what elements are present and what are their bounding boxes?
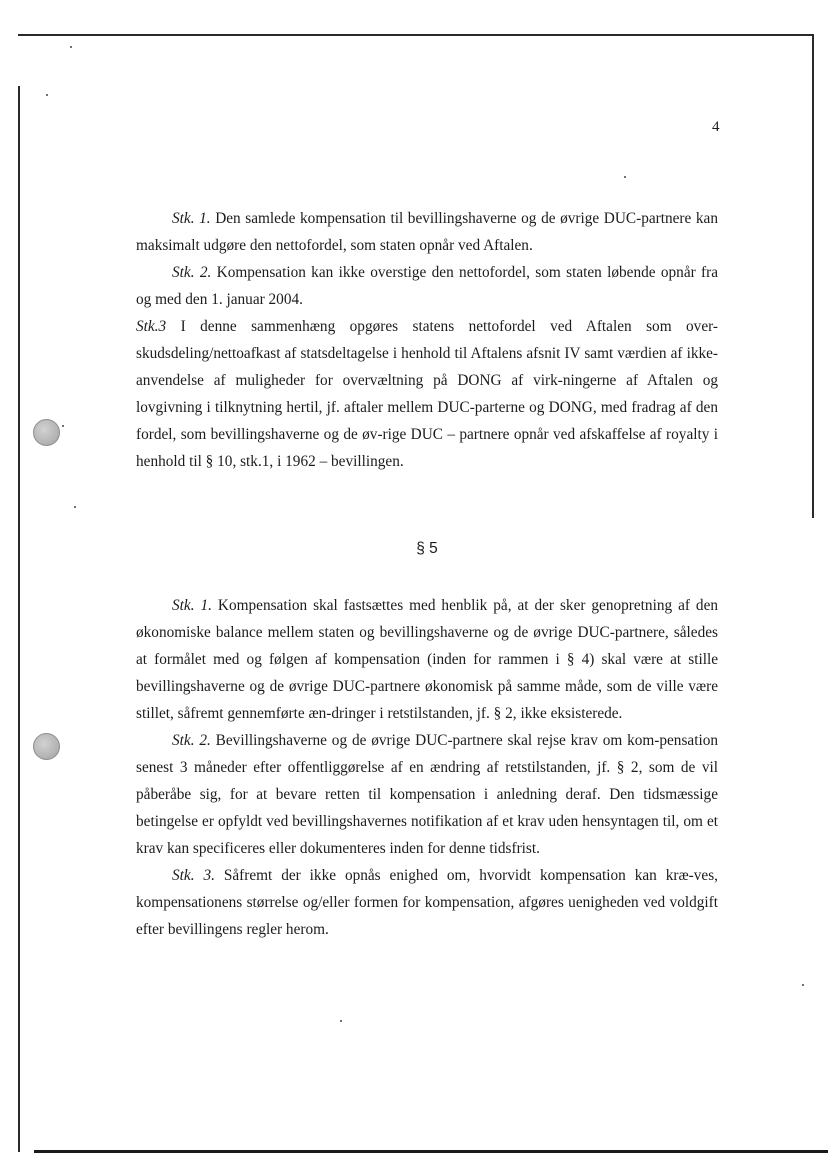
paragraph-text: Kompensation kan ikke overstige den nettofordel, som staten løbende opnår fra og med den 1. januar 2004.: [136, 264, 719, 308]
section-5-body: [136, 592, 718, 943]
paragraph-stk-3: [136, 313, 718, 475]
paragraph-stk-2: [136, 727, 718, 862]
paragraph-stk-2: [136, 259, 718, 313]
scan-border-top: [18, 34, 814, 36]
paragraph-stk-1: [136, 592, 718, 727]
paragraph-label: Stk.3: [136, 318, 167, 335]
paragraph-label: Stk. 3.: [172, 867, 215, 884]
paragraph-label: Stk. 2.: [172, 264, 212, 281]
scan-border-left: [18, 86, 20, 1152]
paragraph-stk-1: [136, 205, 718, 259]
paragraph-text: I denne sammenhæng opgøres statens nettofordel ved Aftalen som over-skudsdeling/nettoafkast af statsdeltagelse i henhold til Aftalens afsnit IV samt værdien af ikke-anvendelse af muligheder for overvæltning på DONG af virk-ningerne af Aftalen og lovgivning i tilknytning hertil, jf. aftaler mellem DUC-parterne og DONG, med fradrag af den fordel, som bevillingshaverne og de øv-rige DUC – partnere opnår ved afskaffelse af royalty i henhold til § 10, stk.1, i 1962 – bevillingen.: [136, 318, 718, 470]
scan-speck: [74, 506, 76, 508]
punch-hole: [33, 419, 60, 446]
scan-speck: [802, 984, 804, 986]
scan-speck: [62, 425, 64, 427]
paragraph-text: Såfremt der ikke opnås enighed om, hvorvidt kompensation kan kræ-ves, kompensationens størrelse og/eller formen for kompensation, afgøres uenigheden ved voldgift efter bevillingens regler herom.: [136, 867, 718, 938]
paragraph-label: Stk. 2.: [172, 732, 211, 749]
punch-hole: [33, 733, 60, 760]
section-4-continuation: [136, 205, 718, 475]
scan-border-bottom: [34, 1150, 828, 1153]
paragraph-text: Kompensation skal fastsættes med henblik på, at der sker genopretning af den økonomiske balance mellem staten og bevillingshaverne og de øvrige DUC-partnere, således at formålet med og følgen af kompensation (inden for rammen i § 4) skal være at stille bevillingshaverne og de øvrige DUC-partnere økonomisk på samme måde, som de ville være stillet, såfremt gennemførte æn-dringer i retstilstanden, jf. § 2, ikke eksisterede.: [136, 597, 719, 722]
paragraph-stk-3: [136, 862, 718, 943]
page-number: 4: [712, 119, 720, 135]
section-heading: § 5: [416, 540, 438, 557]
paragraph-text: Den samlede kompensation til bevillingshaverne og de øvrige DUC-partnere kan maksimalt udgøre den nettofordel, som staten opnår ved Aftalen.: [136, 210, 718, 254]
scan-border-right: [812, 34, 814, 518]
paragraph-label: Stk. 1.: [172, 597, 212, 614]
paragraph-label: Stk. 1.: [172, 210, 211, 227]
paragraph-text: Bevillingshaverne og de øvrige DUC-partnere skal rejse krav om kom-pensation senest 3 måneder efter offentliggørelse af en ændring af retstilstanden, jf. § 2, som de vil påberåbe sig, for at bevare retten til kompensation i anledning deraf. Den tidsmæssige betingelse er opfyldt ved bevillingshavernes notifikation af et krav uden hensyntagen til, om et krav kan specificeres eller dokumenteres inden for denne tidsfrist.: [136, 732, 718, 857]
scan-speck: [46, 94, 48, 96]
scan-speck: [340, 1020, 342, 1022]
scan-speck: [70, 46, 72, 48]
scan-speck: [624, 176, 626, 178]
